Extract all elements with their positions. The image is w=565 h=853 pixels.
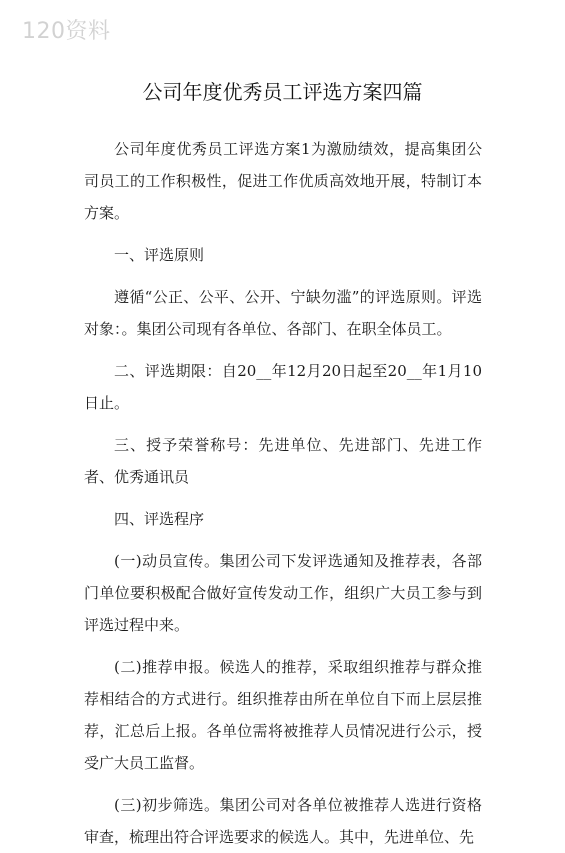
paragraph-step-3: (三)初步筛选。集团公司对各单位被推荐人选进行资格审查，梳理出符合评选要求的候选人。其中，先进单位、先: [84, 796, 482, 846]
paragraph-step-2: (二)推荐申报。候选人的推荐，采取组织推荐与群众推荐相结合的方式进行。组织推荐由所在单位自下而上层层推荐，汇总后上报。各单位需将被推荐人员情况进行公示，授受广大员工监督。: [84, 658, 482, 772]
paragraph-period: 二、评选期限：自20__年12月20日起至20__年1月10日止。: [84, 362, 482, 412]
paragraph-step-1: (一)动员宣传。集团公司下发评选通知及推荐表，各部门单位要积极配合做好宣传发动工作，组织广大员工参与到评选过程中来。: [84, 552, 482, 634]
paragraph-intro: 公司年度优秀员工评选方案1为激励绩效，提高集团公司员工的工作积极性，促进工作优质高效地开展，特制订本方案。: [84, 140, 482, 222]
paragraph-honors: 三、授予荣誉称号：先进单位、先进部门、先进工作者、优秀通讯员: [84, 436, 482, 486]
document-body: [84, 133, 482, 853]
document-title: 公司年度优秀员工评选方案四篇: [142, 80, 423, 104]
heading-principles: 一、评选原则: [114, 246, 205, 264]
paragraph-principles: 遵循“公正、公平、公开、宁缺勿滥”的评选原则。评选对象：。集团公司现有各单位、各部门、在职全体员工。: [84, 288, 482, 338]
heading-procedure: 四、评选程序: [114, 510, 205, 528]
watermark-logo: 120资料: [22, 19, 111, 44]
